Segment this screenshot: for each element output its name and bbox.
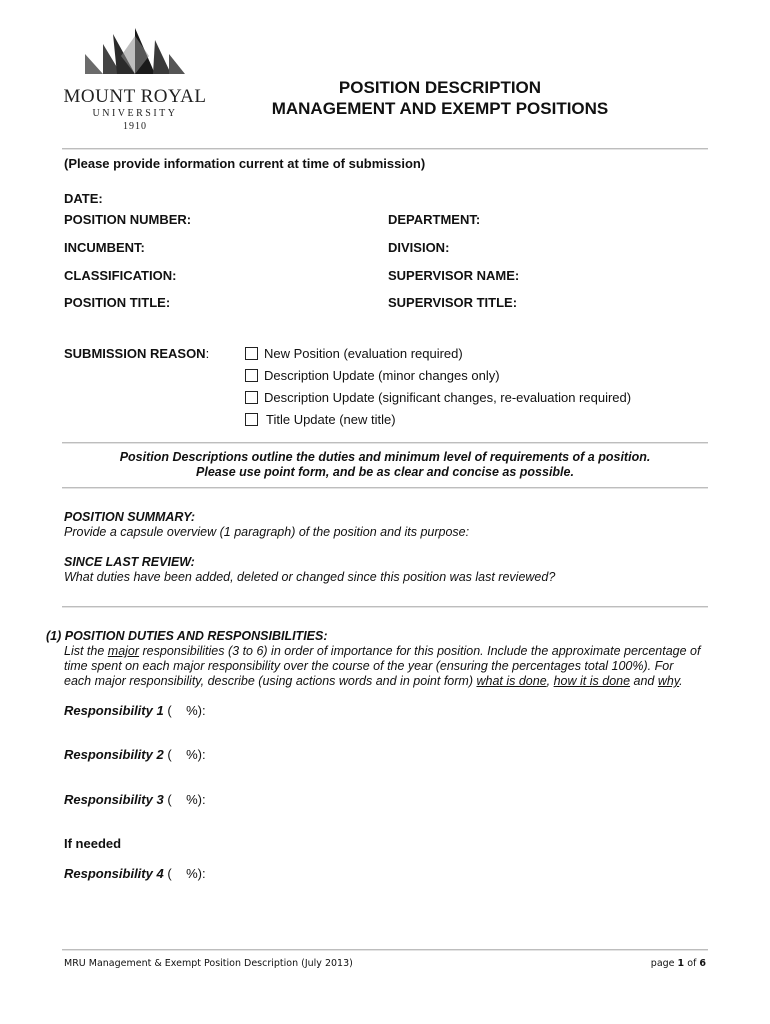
responsibility-2	[64, 747, 206, 763]
divider	[62, 606, 708, 608]
emphasis-why: why	[657, 674, 680, 688]
checkbox[interactable]	[245, 369, 258, 382]
text: each major responsibility, describe (using actions words and in point form)	[64, 674, 477, 688]
text: List the	[64, 644, 108, 658]
submission-reason-colon: :	[205, 346, 210, 361]
submission-reason-label	[64, 346, 209, 362]
option-title-update[interactable]	[245, 412, 396, 427]
since-last-review-heading: SINCE LAST REVIEW:	[64, 555, 195, 569]
responsibility-label: Responsibility 3	[64, 792, 164, 807]
footer-document-title: MRU Management & Exempt Position Description (July 2013)	[64, 958, 353, 969]
logo-sub: UNIVERSITY	[92, 108, 178, 119]
duties-paragraph-line-3	[64, 673, 710, 689]
duties-heading: (1) POSITION DUTIES AND RESPONSIBILITIES:	[46, 629, 328, 643]
footer-divider	[62, 949, 708, 951]
university-logo	[55, 26, 215, 136]
current-page: 1	[677, 958, 685, 969]
responsibility-percent: ( %):	[163, 792, 206, 807]
notice-line-1: Position Descriptions outline the duties and minimum level of requirements of a position.	[119, 450, 651, 464]
emphasis-major: major	[107, 644, 140, 658]
option-label: Title Update (new title)	[266, 412, 396, 427]
page-title-line-2: MANAGEMENT AND EXEMPT POSITIONS	[271, 99, 609, 118]
option-label: Description Update (minor changes only)	[264, 368, 500, 383]
responsibility-3	[64, 792, 206, 808]
classification-label: CLASSIFICATION:	[64, 268, 177, 283]
text: responsibilities (3 to 6) in order of importance for this position. Include the approximate percentage of	[139, 644, 701, 658]
position-summary-heading: POSITION SUMMARY:	[64, 510, 196, 524]
logo-name: MOUNT ROYAL	[63, 86, 207, 107]
divider	[62, 442, 708, 444]
text: .	[679, 674, 683, 688]
if-needed-label: If needed	[64, 836, 122, 851]
department-label: DEPARTMENT:	[388, 212, 481, 227]
responsibility-label: Responsibility 1	[64, 703, 164, 718]
responsibility-4	[64, 866, 206, 882]
option-description-update-significant[interactable]	[245, 390, 631, 405]
supervisor-name-label: SUPERVISOR NAME:	[388, 268, 520, 283]
checkbox[interactable]	[245, 347, 258, 360]
incumbent-label: INCUMBENT:	[64, 240, 145, 255]
logo-year: 1910	[123, 121, 147, 132]
checkbox[interactable]	[245, 413, 258, 426]
since-last-review-text: What duties have been added, deleted or changed since this position was last reviewed?	[64, 570, 556, 584]
division-label: DIVISION:	[388, 240, 450, 255]
logo-mark-icon	[55, 26, 215, 82]
responsibility-1	[64, 703, 206, 719]
text: page	[650, 958, 678, 969]
text: ,	[546, 674, 554, 688]
submission-reason-text: SUBMISSION REASON	[64, 346, 206, 361]
emphasis-how: how it is done	[553, 674, 631, 688]
page-title-line-1: POSITION DESCRIPTION	[338, 78, 542, 97]
date-label: DATE:	[64, 191, 103, 206]
option-new-position[interactable]	[245, 346, 463, 361]
responsibility-label: Responsibility 4	[64, 866, 164, 881]
duties-paragraph-line-2: time spent on each major responsibility over the course of the year (ensuring the percentages total 100%). For	[64, 659, 674, 673]
position-summary-text: Provide a capsule overview (1 paragraph) of the position and its purpose:	[64, 525, 470, 539]
position-number-label: POSITION NUMBER:	[64, 212, 192, 227]
divider	[62, 487, 708, 489]
responsibility-percent: ( %):	[163, 747, 206, 762]
divider	[62, 148, 708, 150]
emphasis-what: what is done	[476, 674, 547, 688]
position-title-label: POSITION TITLE:	[64, 295, 171, 310]
option-description-update-minor[interactable]	[245, 368, 500, 383]
notice-line-2: Please use point form, and be as clear and concise as possible.	[196, 465, 574, 479]
checkbox[interactable]	[245, 391, 258, 404]
text: and	[630, 674, 658, 688]
text: of	[684, 958, 700, 969]
option-label: Description Update (significant changes, re-evaluation required)	[264, 390, 632, 405]
responsibility-label: Responsibility 2	[64, 747, 164, 762]
responsibility-percent: ( %):	[163, 703, 206, 718]
responsibility-percent: ( %):	[163, 866, 206, 881]
duties-paragraph-line-1	[64, 643, 710, 659]
supervisor-title-label: SUPERVISOR TITLE:	[388, 295, 518, 310]
total-pages: 6	[699, 958, 706, 969]
option-label: New Position (evaluation required)	[264, 346, 463, 361]
intro-note: (Please provide information current at time of submission)	[64, 156, 426, 171]
footer-page-number	[651, 958, 706, 969]
